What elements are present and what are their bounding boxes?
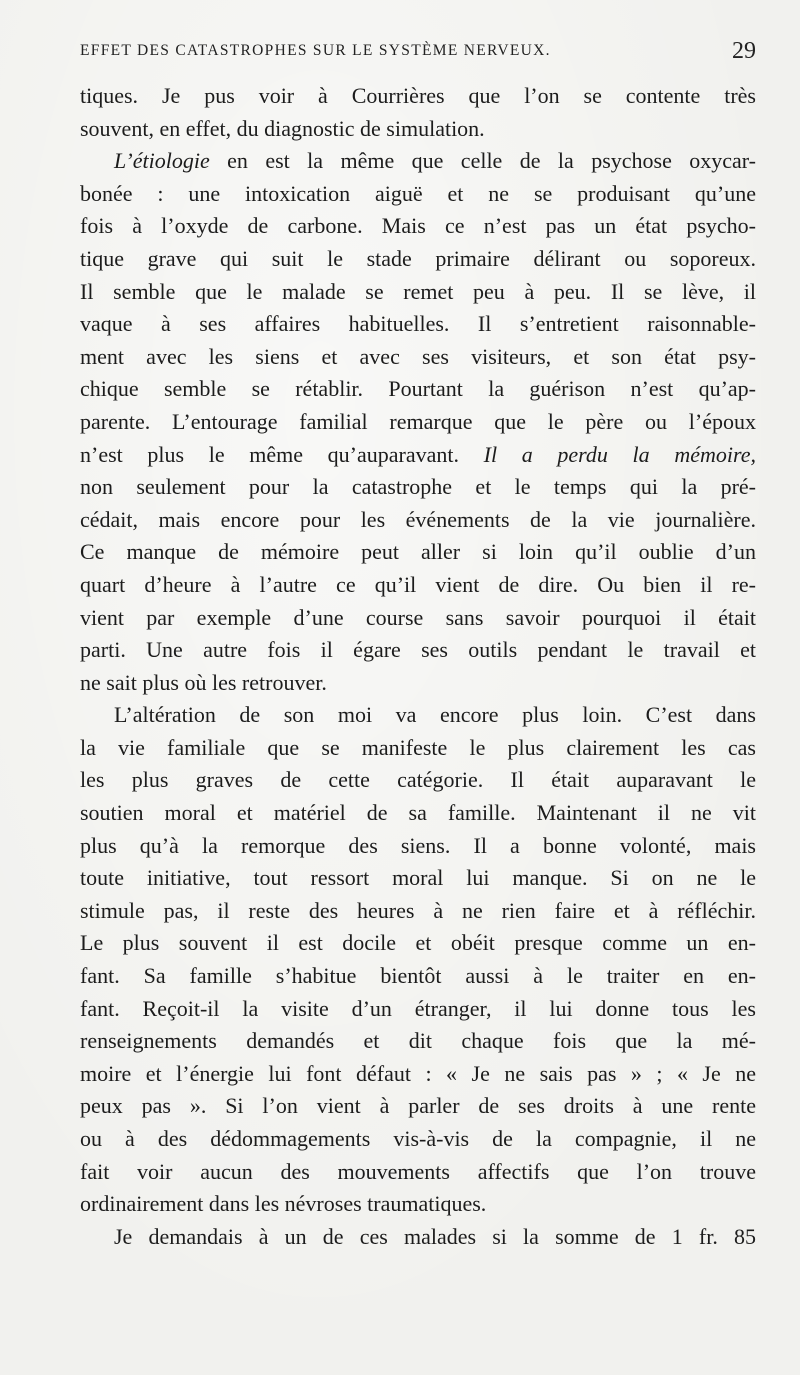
text-body: [80, 80, 756, 1253]
text-line: vaque à ses affaires habituelles. Il s’entretient raisonnable-: [80, 311, 756, 337]
text-line: chique semble se rétablir. Pourtant la guérison n’est qu’ap-: [80, 376, 756, 402]
text-line: cédait, mais encore pour les événements de la vie journalière.: [80, 506, 756, 532]
text-line: les plus graves de cette catégorie. Il était auparavant le: [80, 767, 756, 793]
text-line: fois à l’oxyde de carbone. Mais ce n’est pas un état psycho-: [80, 213, 756, 239]
text-line: non seulement pour la catastrophe et le temps qui la pré-: [80, 474, 756, 500]
text-line: bonée : une intoxication aiguë et ne se produisant qu’une: [80, 180, 756, 206]
text-line: L’altération de son moi va encore plus loin. C’est dans: [114, 702, 756, 728]
running-head: [80, 38, 756, 68]
text-line: tique grave qui suit le stade primaire délirant ou soporeux.: [80, 245, 756, 271]
text-line: quart d’heure à l’autre ce qu’il vient de dire. Ou bien il re-: [80, 571, 756, 597]
text-line: Le plus souvent il est docile et obéit presque comme un en-: [80, 930, 756, 956]
text-line: fant. Reçoit-il la visite d’un étranger, il lui donne tous les: [80, 995, 756, 1021]
text-line: tiques. Je pus voir à Courrières que l’on se contente très: [80, 83, 756, 108]
text-line: renseignements demandés et dit chaque fois que la mé-: [80, 1028, 756, 1054]
text-line: parti. Une autre fois il égare ses outils pendant le travail et: [80, 637, 756, 663]
text-line: ordinairement dans les névroses traumatiques.: [80, 1191, 487, 1217]
text-line-italic-tail: [80, 439, 756, 472]
text-line: fant. Sa famille s’habitue bientôt aussi à le traiter en en-: [80, 963, 756, 989]
text-line: ne sait plus où les retrouver.: [80, 669, 327, 695]
text-line: parente. L’entourage familial remarque que le père ou l’époux: [80, 408, 756, 434]
text-line: soutien moral et matériel de sa famille. Maintenant il ne vit: [80, 800, 756, 826]
text-line: la vie familiale que se manifeste le plus clairement les cas: [80, 734, 756, 760]
italic-term: L’étiologie: [114, 148, 210, 174]
running-title: EFFET DES CATASTROPHES SUR LE SYSTÈME NERVEUX.: [80, 42, 551, 59]
text-fragment: n’est plus le même qu’auparavant.: [80, 441, 484, 467]
text-line: ment avec les siens et avec ses visiteurs, et son état psy-: [80, 343, 756, 369]
text-line: moire et l’énergie lui font défaut : « Je ne sais pas » ; « Je ne: [80, 1060, 756, 1086]
text-line: Il semble que le malade se remet peu à peu. Il se lève, il: [80, 278, 756, 304]
text-line: toute initiative, tout ressort moral lui manque. Si on ne le: [80, 865, 756, 891]
text-line: souvent, en effet, du diagnostic de simulation.: [80, 115, 485, 141]
text-line: plus qu’à la remorque des siens. Il a bonne volonté, mais: [80, 832, 756, 858]
text-line: Ce manque de mémoire peut aller si loin qu’il oublie d’un: [80, 539, 756, 565]
page-number: 29: [732, 38, 756, 64]
text-fragment: en est la même que celle de la psychose oxycar-: [209, 148, 756, 174]
text-line: fait voir aucun des mouvements affectifs que l’on trouve: [80, 1158, 756, 1184]
text-line: vient par exemple d’une course sans savoir pourquoi il était: [80, 604, 756, 630]
italic-phrase: Il a perdu la mémoire,: [483, 441, 756, 467]
text-line: Je demandais à un de ces malades si la somme de 1 fr. 85: [114, 1223, 756, 1249]
text-line-italic-lead: [80, 145, 756, 178]
text-line: stimule pas, il reste des heures à ne rien faire et à réfléchir.: [80, 897, 756, 923]
text-line: ou à des dédommagements vis-à-vis de la compagnie, il ne: [80, 1126, 756, 1151]
text-line: peux pas ». Si l’on vient à parler de ses droits à une rente: [80, 1093, 756, 1119]
